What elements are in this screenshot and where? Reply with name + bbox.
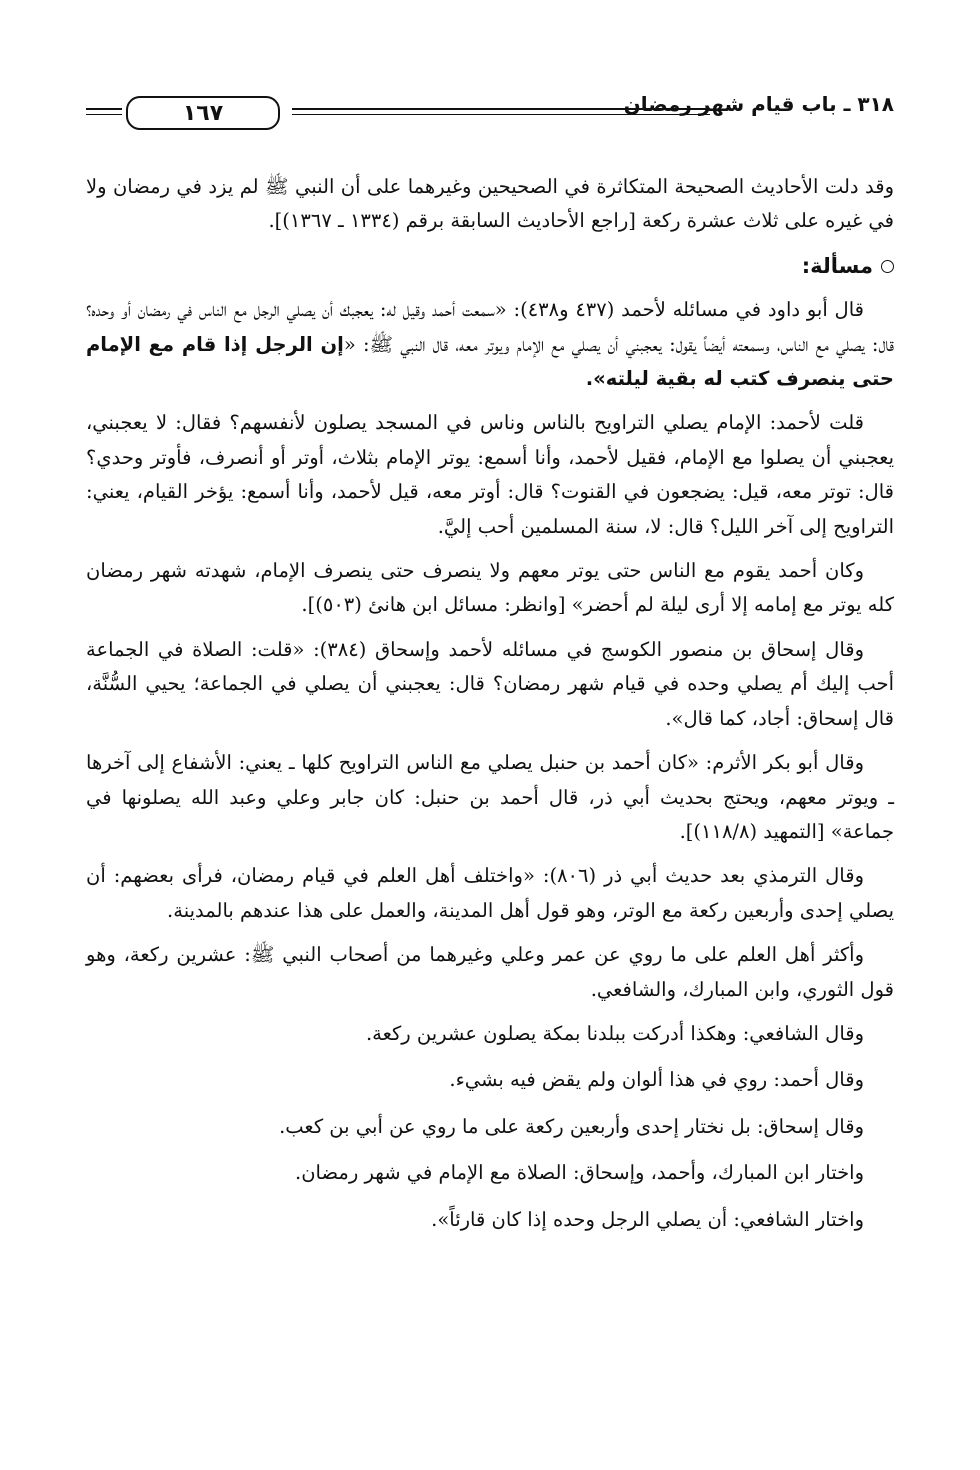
header-rule [86, 108, 122, 110]
paragraph [86, 293, 894, 396]
paragraph: وكان أحمد يقوم مع الناس حتى يوتر معهم ولا ينصرف حتى ينصرف الإمام، شهدته شهر رمضان كله يوتر مع إمامه إلا أرى ليلة لم أحضر» [وانظر: مسائل ابن هانئ (٥٠٣)]. [86, 559, 894, 617]
masala-heading [86, 249, 894, 283]
paragraph: وقال إسحاق بن منصور الكوسج في مسائله لأحمد وإسحاق (٣٨٤): «قلت: الصلاة في الجماعة أحب إليك أم يصلي وحده في قيام شهر رمضان؟ قال: يعجبني أن يصلي في الجماعة؛ يحيي السُّنَّة، قال إسحاق: أجاد، كما قال». [86, 637, 894, 730]
quote-line: وقال إسحاق: بل نختار إحدى وأربعين ركعة على ما روي عن أبي بن كعب. [279, 1114, 864, 1138]
masala-label: مسألة: [801, 253, 873, 278]
chapter-title: ٣١٨ ـ باب قيام شهر رمضان [623, 92, 894, 116]
page-body [86, 170, 894, 1249]
quote-line: واختار ابن المبارك، وأحمد، وإسحاق: الصلاة مع الإمام في شهر رمضان. [295, 1161, 864, 1185]
paragraph: وقال أبو بكر الأثرم: «كان أحمد بن حنبل يصلي مع الناس التراويح كلها ـ يعني: الأشفاع إلى آخرها ـ ويوتر معهم، ويحتج بحديث أبي ذر، قال أحمد بن حنبل: كان جابر وعلي وعبد الله يصلونها في جماعة» [التمهيد (١١٨/٨)]. [86, 751, 894, 843]
hadith-bold-text: إن الرجل إذا قام مع الإمام حتى ينصرف كتب له بقية ليلته [86, 332, 894, 391]
page-number: ١٦٧ [126, 96, 280, 130]
paragraph-text: قال أبو داود في مسائله لأحمد (٤٣٧ و٤٣٨): «سمعت أحمد وقيل له: يعجبك أن يصلي الرجل مع الناس في رمضان أو وحده؟ قال: يصلي مع الناس، وسمعته أيضاً يقول: يعجبني أن يصلي مع الإمام ويوتر معه، قال النبي ﷺ: « [86, 298, 894, 356]
quote-line: وقال أحمد: روي في هذا ألوان ولم يقض فيه بشيء. [449, 1068, 864, 1092]
page-header [86, 84, 894, 136]
header-rule [86, 114, 122, 115]
quote-line: وقال الشافعي: وهكذا أدركت ببلدنا بمكة يصلون عشرين ركعة. [365, 1021, 864, 1045]
paragraph: وأكثر أهل العلم على ما روي عن عمر وعلي وغيرهما من أصحاب النبي ﷺ: عشرين ركعة، وهو قول الثوري، وابن المبارك، والشافعي. [86, 943, 894, 1001]
paragraph-end: ». [585, 367, 606, 391]
quote-line: واختار الشافعي: أن يصلي الرجل وحده إذا كان قارئاً». [431, 1207, 864, 1231]
paragraph: وقد دلت الأحاديث الصحيحة المتكاثرة في الصحيحين وغيرهما على أن النبي ﷺ لم يزد في رمضان ولا في غيره على ثلاث عشرة ركعة [راجع الأحاديث السابقة برقم (١٣٣٤ ـ ١٣٦٧)]. [86, 175, 894, 233]
paragraph: وقال الترمذي بعد حديث أبي ذر (٨٠٦): «واختلف أهل العلم في قيام رمضان، فرأى بعضهم: أن يصلي إحدى وأربعين ركعة مع الوتر، وهو قول أهل المدينة، والعمل على هذا عندهم بالمدينة. [86, 864, 894, 922]
paragraph: قلت لأحمد: الإمام يصلي التراويح بالناس وناس في المسجد يصلون لأنفسهم؟ فقال: لا يعجبني، يعجبني أن يصلوا مع الإمام، فقيل لأحمد، وأنا أسمع: يوتر الإمام بثلاث، أوتر أو أنصرف، فأوتر وحدي؟ قال: توتر معه، قيل: يضجعون في القنوت؟ قال: أوتر معه، قيل لأحمد، وأنا أسمع: يؤخر القيام، يعني: التراويح إلى آخر الليل؟ قال: لا، سنة المسلمين أحب إليَّ. [86, 411, 894, 538]
circle-bullet-icon [881, 260, 894, 273]
